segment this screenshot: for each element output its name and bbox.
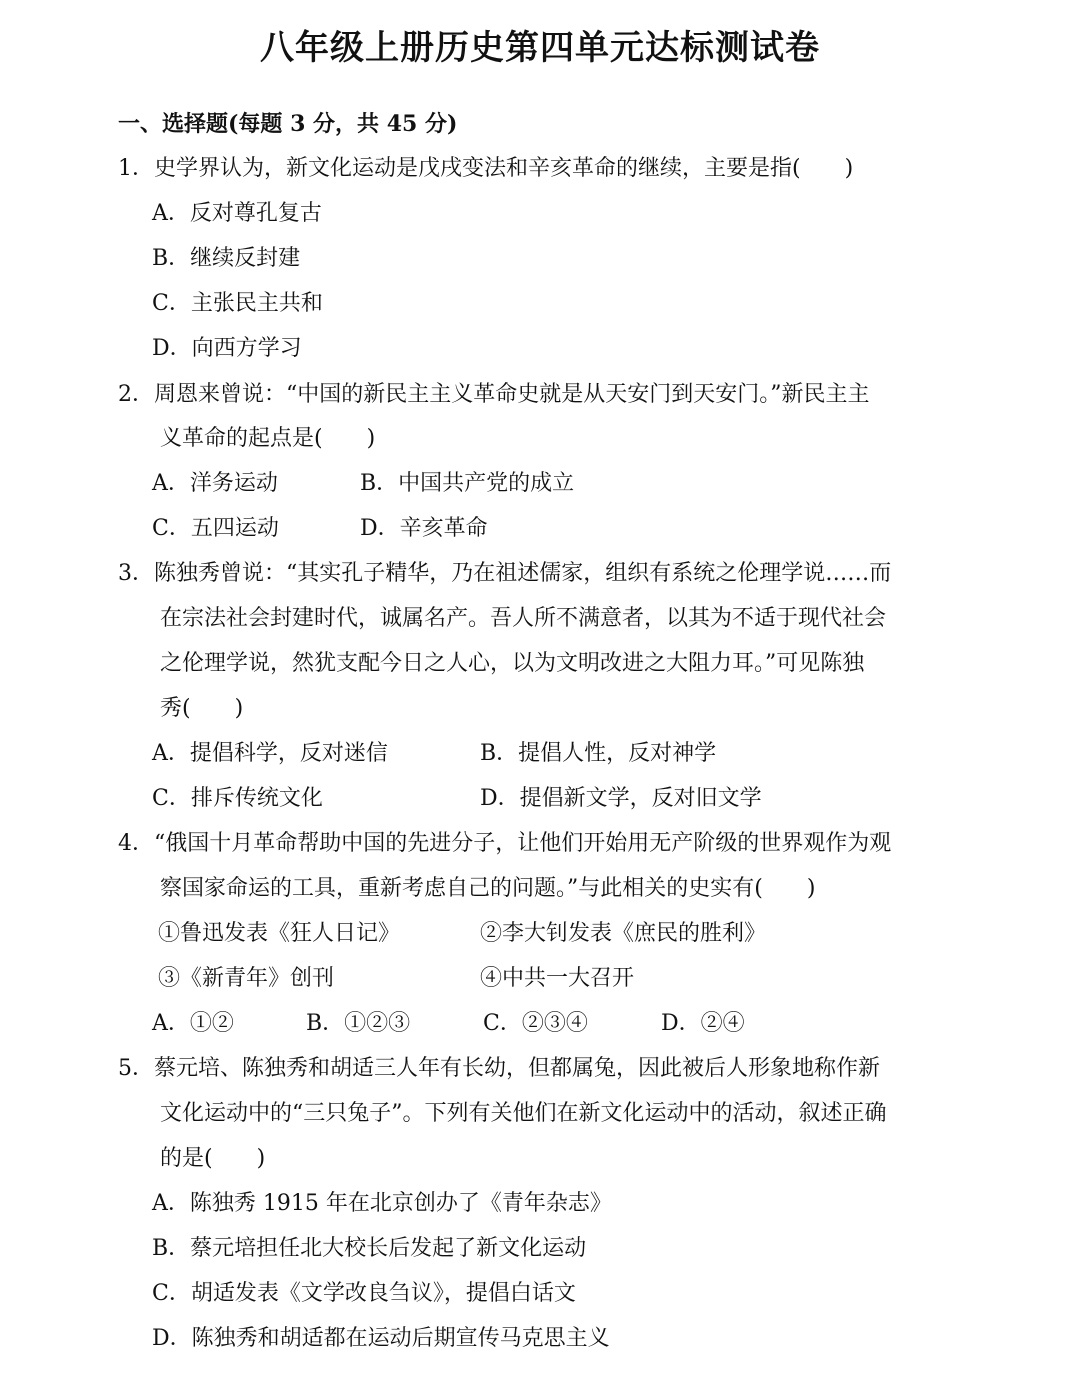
question-5-option-b: B．蔡元培担任北大校长后发起了新文化运动 <box>152 1236 587 1261</box>
question-3-stem-continued: 秀( ) <box>160 696 244 721</box>
question-4-item-3: ③《新青年》创刊 <box>158 966 335 991</box>
question-4-item-2: ②李大钊发表《庶民的胜利》 <box>480 921 767 946</box>
question-4-option-d: D．②④ <box>661 1011 745 1036</box>
question-2-stem: 2．周恩来曾说：“中国的新民主主义革命史就是从天安门到天安门。”新民主主 <box>118 382 870 407</box>
question-3-option-b: B．提倡人性，反对神学 <box>480 741 717 766</box>
question-5-stem-continued: 文化运动中的“三只兔子”。下列有关他们在新文化运动中的活动，叙述正确 <box>160 1101 887 1126</box>
question-2-stem-continued: 义革命的起点是( ) <box>160 426 376 451</box>
question-4-option-c: C．②③④ <box>483 1011 588 1036</box>
question-5-stem-continued: 的是( ) <box>160 1146 266 1171</box>
question-1-option-a: A．反对尊孔复古 <box>152 201 322 226</box>
question-4-stem: 4．“俄国十月革命帮助中国的先进分子，让他们开始用无产阶级的世界观作为观 <box>118 831 892 856</box>
question-1-option-d: D．向西方学习 <box>152 336 302 361</box>
question-5-option-c: C．胡适发表《文学改良刍议》，提倡白话文 <box>152 1281 576 1306</box>
question-5-stem: 5．蔡元培、陈独秀和胡适三人年有长幼，但都属兔，因此被后人形象地称作新 <box>118 1056 880 1081</box>
question-4-item-1: ①鲁迅发表《狂人日记》 <box>158 921 401 946</box>
question-3-stem-continued: 在宗法社会封建时代，诚属名产。吾人所不满意者，以其为不适于现代社会 <box>160 606 887 631</box>
question-1-option-b: B．继续反封建 <box>152 246 301 271</box>
section-heading: 一、选择题(每题 3 分，共 45 分) <box>118 111 458 137</box>
question-1-option-c: C．主张民主共和 <box>152 291 323 316</box>
question-3-option-c: C．排斥传统文化 <box>152 786 323 811</box>
question-3-option-d: D．提倡新文学，反对旧文学 <box>480 786 762 811</box>
question-1-stem: 1．史学界认为，新文化运动是戊戌变法和辛亥革命的继续，主要是指( ) <box>118 156 854 181</box>
question-3-option-a: A．提倡科学，反对迷信 <box>152 741 388 766</box>
question-4-option-b: B．①②③ <box>306 1011 411 1036</box>
question-5-option-a: A．陈独秀 1915 年在北京创办了《青年杂志》 <box>152 1191 612 1216</box>
question-5-option-d: D．陈独秀和胡适都在运动后期宣传马克思主义 <box>152 1326 610 1351</box>
page-title: 八年级上册历史第四单元达标测试卷 <box>260 28 820 68</box>
question-2-option-a: A．洋务运动 <box>152 471 278 496</box>
question-3-stem: 3．陈独秀曾说：“其实孔子精华，乃在祖述儒家，组织有系统之伦理学说……而 <box>118 561 892 586</box>
question-2-option-b: B．中国共产党的成立 <box>360 471 575 496</box>
question-2-option-c: C．五四运动 <box>152 516 279 541</box>
question-4-option-a: A．①② <box>152 1011 234 1036</box>
question-3-stem-continued: 之伦理学说，然犹支配今日之人心，以为文明改进之大阻力耳。”可见陈独 <box>160 651 865 676</box>
question-2-option-d: D．辛亥革命 <box>360 516 488 541</box>
question-4-stem-continued: 察国家命运的工具，重新考虑自己的问题。”与此相关的史实有( ) <box>160 876 816 901</box>
question-4-item-4: ④中共一大召开 <box>480 966 635 991</box>
